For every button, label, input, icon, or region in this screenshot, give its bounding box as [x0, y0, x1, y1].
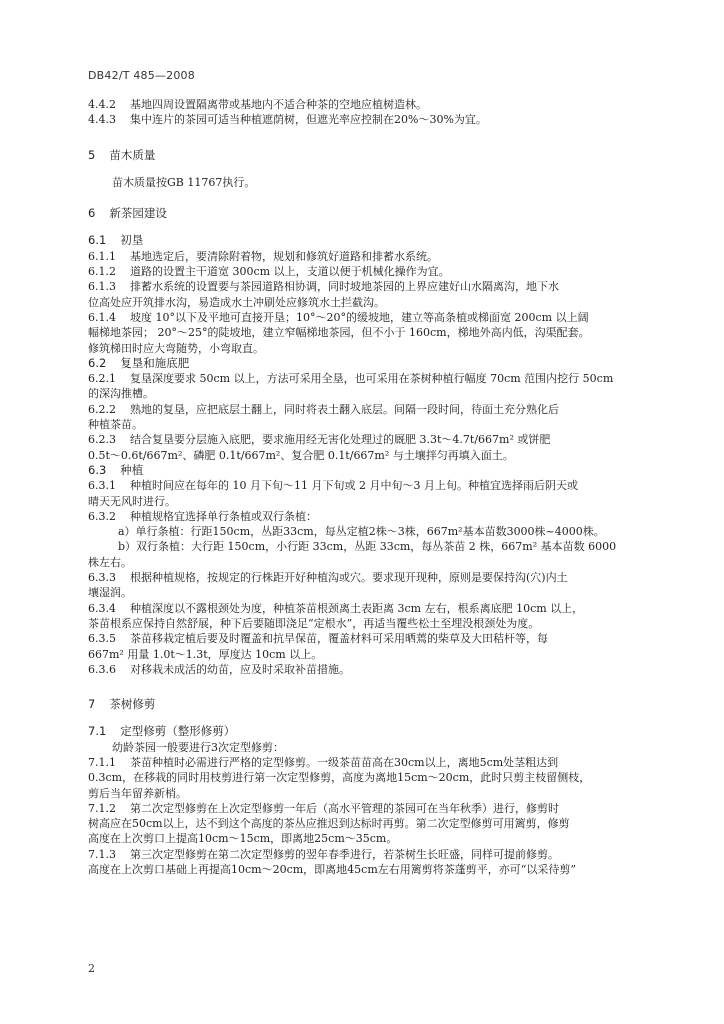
- clause-number: 6.1.1: [88, 249, 116, 263]
- text-line: [88, 524, 636, 539]
- clause-text: 高度在上次剪口上提高10cm～15cm，即离地25cm～35cm。: [88, 832, 398, 846]
- clause-text: b）双行条植：大行距 150cm，小行距 33cm，丛距 33cm，每丛茶苗 2 株，667m² 基本苗数 6000: [118, 540, 617, 554]
- clause-text: 幅梯地茶园； 20°～25°的陡坡地，建立窄幅梯地茶园，但不小于 160cm，梯地外高内低，沟渠配套。: [88, 326, 590, 340]
- text-line: [88, 341, 636, 356]
- text-line: [88, 647, 636, 662]
- clause-number: 7.1.2: [88, 801, 116, 815]
- text-line: [88, 249, 636, 264]
- text-line: [88, 402, 636, 417]
- spacer: [88, 712, 636, 724]
- text-line: [88, 310, 636, 325]
- clause-number: 6.2.2: [88, 402, 116, 416]
- clause-text: 排蓄水系统的设置要与茶园道路相协调，同时坡地茶园的上界应建好山水隔离沟，地下水: [130, 280, 559, 294]
- clause-text: 复垦深度要求 50cm 以上，方法可采用全垦，也可采用在茶树种植行幅度 70cm 范围内挖行 50cm: [130, 372, 614, 386]
- clause-number: 6.1: [88, 233, 107, 248]
- clause-text: 位高处应开筑排水沟，易造成水土冲刷处应修筑水土拦截沟。: [88, 295, 385, 309]
- text-line: [88, 570, 636, 585]
- clause-text: 新茶园建设: [109, 206, 167, 221]
- text-line: [88, 847, 636, 862]
- text-line: [88, 325, 636, 340]
- clause-text: 熟地的复垦，应把底层土翻上，同时将表土翻入底层。间隔一段时间，待面土充分熟化后: [130, 402, 559, 416]
- text-line: [88, 801, 636, 816]
- clause-text: 高度在上次剪口基础上再提高10cm～20cm，即离地45cm左右用篱剪将茶蓬剪平，亦可“以采待剪”: [88, 863, 577, 877]
- clause-text: 种植规格宜选择单行条植或双行条植：: [130, 509, 317, 523]
- text-line: [88, 539, 636, 554]
- clause-number: 6.2.1: [88, 372, 116, 386]
- clause-text: 的深沟推槽。: [88, 387, 154, 401]
- clause-text: 壤湿润。: [88, 586, 132, 600]
- clause-number: 7.1.3: [88, 847, 116, 861]
- text-line: [88, 478, 636, 493]
- clause-number: 6.3.6: [88, 662, 116, 676]
- clause-text: 茶苗移栽定植后要及时覆盖和抗旱保苗，覆盖材料可采用晒蔫的柴草及大田秸杆等，每: [130, 632, 548, 646]
- text-line: [88, 831, 636, 846]
- clause-text: 剪后当年留养新梢。: [88, 786, 187, 800]
- clause-number: 6.1.4: [88, 310, 116, 324]
- spacer: [88, 190, 636, 206]
- clause-text: a）单行条植：行距150cm，丛距33cm，每丛定植2株～3株，667m²基本苗数3000株~4000株。: [118, 525, 605, 539]
- clause-text: 定型修剪（整形修剪）: [120, 724, 236, 739]
- document-body: [88, 97, 636, 877]
- clause-text: 修筑梯田时应大弯随势，小弯取直。: [88, 341, 264, 355]
- spacer: [88, 221, 636, 233]
- clause-text: 晴天无风时进行。: [88, 494, 176, 508]
- clause-text: 基地四周设置隔离带或基地内不适合种茶的空地应植树造林。: [130, 98, 427, 111]
- document-id-header: DB42/T 485—2008: [88, 69, 195, 82]
- text-line: [88, 264, 636, 279]
- section-heading: [88, 206, 636, 221]
- clause-text: 株左右。: [88, 555, 132, 569]
- section-heading: [88, 724, 636, 739]
- text-line: [88, 662, 636, 677]
- text-line: [88, 295, 636, 310]
- clause-number: 6.2.3: [88, 433, 116, 447]
- clause-text: 茶苗根系应保持自然舒展，种下后要随即浇足“定根水”，再适当覆些松土至埋没根颈处为度。: [88, 616, 540, 630]
- clause-text: 初垦: [120, 233, 144, 248]
- clause-text: 幼龄茶园一般要进行3次定型修剪：: [112, 740, 284, 754]
- text-line: [88, 631, 636, 646]
- clause-text: 树高应在50cm以上，达不到这个高度的茶丛应推迟到达标时再剪。第二次定型修剪可用篱剪，修剪: [88, 817, 570, 831]
- clause-number: 4.4.2: [88, 98, 116, 111]
- text-line: [88, 112, 636, 127]
- text-line: [88, 371, 636, 386]
- text-line: [88, 755, 636, 770]
- clause-number: 6.3: [88, 462, 107, 477]
- text-line: [88, 740, 636, 755]
- clause-text: 种植茶苗。: [88, 418, 143, 432]
- clause-number: 6.3.4: [88, 601, 116, 615]
- clause-text: 种植: [120, 462, 144, 477]
- clause-text: 集中连片的茶园可适当种植遮荫树，但遮光率应控制在20%～30%为宜。: [130, 113, 487, 127]
- text-line: [88, 616, 636, 631]
- text-line: [88, 816, 636, 831]
- text-line: [88, 585, 636, 600]
- section-heading: [88, 356, 636, 371]
- clause-number: 6.3.5: [88, 632, 116, 646]
- clause-number: 6.2: [88, 355, 107, 370]
- clause-number: 6.3.1: [88, 479, 116, 493]
- section-heading: [88, 233, 636, 248]
- text-line: [88, 417, 636, 432]
- clause-text: 对移栽未成活的幼苗，应及时采取补苗措施。: [130, 662, 350, 676]
- clause-number: 5: [88, 147, 96, 162]
- clause-text: 复垦和施底肥: [120, 355, 190, 370]
- text-line: [88, 386, 636, 401]
- clause-text: 苗木质量: [109, 147, 156, 162]
- text-line: [88, 175, 636, 190]
- clause-number: 7.1.1: [88, 755, 116, 769]
- clause-text: 根据种植规格，按规定的行株距开好种植沟或穴。要求现开现种，原则是要保持沟(穴)内土: [130, 571, 568, 585]
- section-heading: [88, 697, 636, 712]
- clause-text: 种植深度以不露根颈处为度，种植茶苗根颈离土表距离 3cm 左右，根系离底肥 10cm 以上，: [130, 601, 584, 615]
- section-heading: [88, 463, 636, 478]
- clause-text: 基地选定后，要清除附着物，规划和修筑好道路和排蓄水系统。: [130, 249, 438, 263]
- clause-text: 道路的设置主干道宽 300cm 以上，支道以便于机械化操作为宜。: [130, 265, 450, 279]
- clause-number: 4.4.3: [88, 113, 116, 127]
- clause-text: 第三次定型修剪在第二次定型修剪的翌年春季进行，若茶树生长旺盛，同样可提前修剪。: [130, 847, 559, 861]
- clause-number: 7.1: [88, 724, 107, 739]
- spacer: [88, 677, 636, 697]
- text-line: [88, 279, 636, 294]
- text-line: [88, 432, 636, 447]
- clause-text: 苗木质量按GB 11767执行。: [112, 175, 256, 189]
- clause-text: 茶树修剪: [109, 697, 156, 712]
- text-line: [88, 448, 636, 463]
- text-line: [88, 494, 636, 509]
- clause-number: 6.3.3: [88, 571, 116, 585]
- clause-text: 坡度 10°以下及平地可直接开垦；10°～20°的缓坡地，建立等高条植或梯面宽 200cm 以上阔: [130, 310, 589, 324]
- text-line: [88, 509, 636, 524]
- section-heading: [88, 148, 636, 163]
- clause-text: 667m² 用量 1.0t～1.3t，厚度达 10cm 以上。: [88, 647, 323, 661]
- clause-number: 6.1.2: [88, 265, 116, 279]
- text-line: [88, 862, 636, 877]
- clause-text: 0.3cm，在移栽的同时用枝剪进行第一次定型修剪，高度为离地15cm～20cm，此时只剪主枝留侧枝，: [88, 771, 591, 785]
- spacer: [88, 163, 636, 175]
- clause-text: 茶苗种植时必需进行严格的定型修剪。一级茶苗苗高在30cm以上，离地5cm处茎粗达到: [130, 755, 559, 769]
- clause-number: 7: [88, 697, 96, 712]
- page-number: 2: [88, 962, 95, 975]
- clause-text: 0.5t～0.6t/667m²、磷肥 0.1t/667m²、复合肥 0.1t/667m² 与土壤拌匀再填入面土。: [88, 448, 514, 462]
- spacer: [88, 128, 636, 148]
- text-line: [88, 770, 636, 785]
- text-line: [88, 786, 636, 801]
- clause-number: 6.3.2: [88, 509, 116, 523]
- clause-text: 种植时间应在每年的 10 月下旬～11 月下旬或 2 月中旬～3 月上旬。种植宜选择雨后阴天或: [130, 479, 578, 493]
- clause-number: 6.1.3: [88, 280, 116, 294]
- text-line: [88, 555, 636, 570]
- clause-number: 6: [88, 206, 96, 221]
- clause-text: 结合复垦要分层施入底肥，要求施用经无害化处理过的厩肥 3.3t～4.7t/667m² 或饼肥: [130, 433, 551, 447]
- text-line: [88, 97, 636, 112]
- clause-text: 第二次定型修剪在上次定型修剪一年后（高水平管理的茶园可在当年秋季）进行，修剪时: [130, 801, 559, 815]
- text-line: [88, 601, 636, 616]
